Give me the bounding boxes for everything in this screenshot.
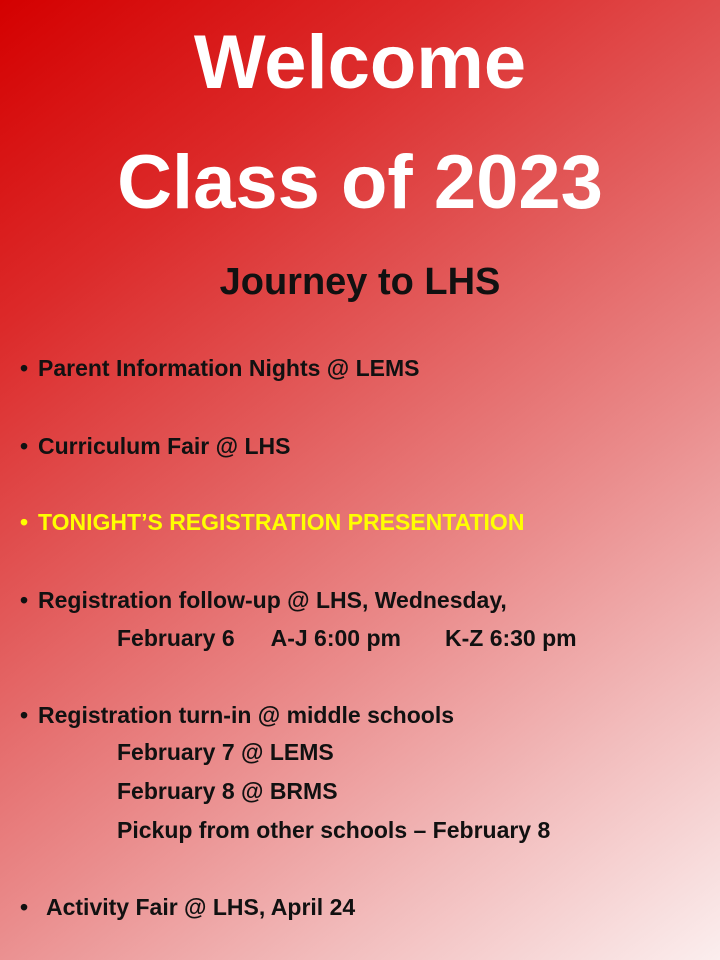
bullet-item-curriculum-fair: [20, 431, 290, 461]
title-welcome: Welcome: [193, 20, 527, 105]
bullet-marker: •: [20, 702, 29, 728]
bullet-marker: •: [20, 894, 29, 920]
turn-in-brms: February 8 @ BRMS: [117, 778, 338, 804]
subtitle: Journey to LHS: [219, 261, 501, 303]
follow-up-time-a-j: A-J 6:00 pm: [270, 625, 401, 651]
bullet-item-registration-turn-in: [20, 700, 454, 730]
bullet-text: Registration follow-up @ LHS, Wednesday,: [38, 587, 507, 613]
bullet-item-activity-fair: [20, 892, 355, 922]
bullet-item-parent-info: [20, 353, 420, 383]
bullet-item-tonight-presentation: [20, 507, 524, 537]
bullet-marker: •: [20, 587, 29, 613]
bullet-item-registration-follow-up: [20, 585, 507, 615]
bullet-marker: •: [20, 433, 29, 459]
follow-up-schedule: [117, 623, 577, 653]
bullet-text: TONIGHT’S REGISTRATION PRESENTATION: [38, 509, 525, 535]
turn-in-lems: February 7 @ LEMS: [117, 739, 334, 765]
bullet-text: Curriculum Fair @ LHS: [38, 433, 291, 459]
bullet-text: Parent Information Nights @ LEMS: [38, 355, 420, 381]
title-class-year: Class of 2023: [117, 140, 603, 225]
bullet-marker: •: [20, 355, 29, 381]
turn-in-other-schools: Pickup from other schools – February 8: [117, 817, 551, 843]
bullet-text: Activity Fair @ LHS, April 24: [46, 894, 356, 920]
follow-up-date: February 6: [117, 625, 235, 651]
bullet-marker: •: [20, 509, 29, 535]
bullet-text: Registration turn-in @ middle schools: [38, 702, 455, 728]
follow-up-time-k-z: K-Z 6:30 pm: [444, 625, 577, 651]
